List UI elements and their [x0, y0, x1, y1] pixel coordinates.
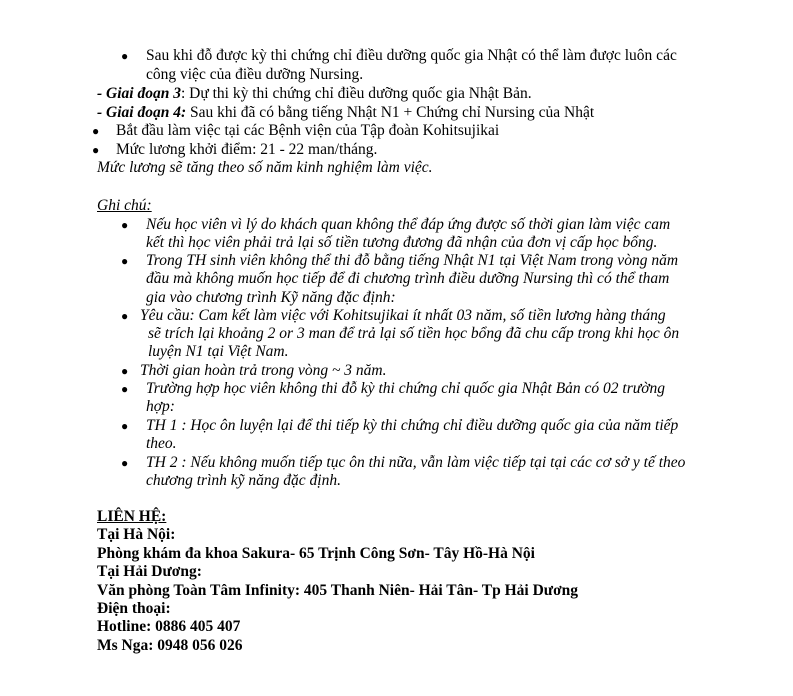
note-line: TH 1 : Học ôn luyện lại để thi tiếp kỳ thi chứng chỉ điều dưỡng quốc gia của năm tiếp [146, 417, 679, 434]
contact-heading: LIÊN HỆ: [97, 508, 167, 525]
note-line: Yêu cầu: Cam kết làm việc với Kohitsujikai ít nhất 03 năm, số tiền lương hàng tháng [140, 307, 666, 324]
bullet-icon: ● [121, 364, 129, 378]
stage4-label: - Giai đoạn 4: [97, 104, 187, 121]
hanoi-address: Phòng khám đa khoa Sakura- 65 Trịnh Công Sơn- Tây Hồ-Hà Nội [97, 545, 535, 562]
stage-bullet-line: công việc của điều dưỡng Nursing. [146, 66, 364, 83]
stage3-text: : Dự thi kỳ thi chứng chỉ điều dưỡng quốc gia Nhật Bản. [180, 85, 532, 102]
stage-bullet-line: Sau khi đỗ được kỳ thi chứng chỉ điều dưỡng quốc gia Nhật có thể làm được luôn các [146, 47, 677, 64]
bullet-icon: ● [121, 309, 129, 323]
haiduong-label: Tại Hải Dương: [97, 563, 202, 580]
note-line: Trường hợp học viên không thi đỗ kỳ thi chứng chỉ quốc gia Nhật Bản có 02 trường [146, 380, 665, 397]
note-line: TH 2 : Nếu không muốn tiếp tục ôn thi nữa, vẫn làm việc tiếp tại tại các cơ sở y tế theo [146, 454, 686, 471]
note-line: hợp: [146, 398, 175, 415]
salary-bullet: Mức lương khởi điểm: 21 - 22 man/tháng. [116, 141, 378, 158]
note-line: Nếu học viên vì lý do khách quan không thể đáp ứng được số thời gian làm việc cam [146, 216, 671, 233]
phone-label: Điện thoại: [97, 600, 171, 617]
bullet-icon: ● [121, 218, 129, 232]
bullet-icon: ● [92, 143, 100, 157]
note-line: Thời gian hoàn trả trong vòng ~ 3 năm. [140, 362, 387, 379]
work-bullet: Bắt đầu làm việc tại các Bệnh viện của Tập đoàn Kohitsujikai [116, 122, 500, 139]
note-line: Trong TH sinh viên không thể thi đỗ bằng tiếng Nhật N1 tại Việt Nam trong vòng năm [146, 252, 679, 269]
note-line: luyện N1 tại Việt Nam. [148, 343, 289, 360]
note-line: chương trình kỹ năng đặc định. [146, 472, 341, 489]
note-line: kết thì học viên phải trả lại số tiền tương đương đã nhận của đơn vị cấp học bổng. [146, 234, 658, 251]
hanoi-label: Tại Hà Nội: [97, 526, 176, 543]
bullet-icon: ● [121, 419, 129, 433]
stage3-line [97, 85, 532, 103]
note-line: đầu mà không muốn học tiếp để đi chương trình điều dưỡng Nursing thì có thể tham [146, 270, 670, 287]
note-line: theo. [146, 435, 177, 452]
haiduong-address: Văn phòng Toàn Tâm Infinity: 405 Thanh Niên- Hải Tân- Tp Hải Dương [97, 582, 579, 599]
ms-nga-phone: Ms Nga: 0948 056 026 [97, 637, 243, 654]
stage4-line [97, 104, 594, 122]
bullet-icon: ● [92, 124, 100, 138]
bullet-icon: ● [121, 254, 129, 268]
bullet-icon: ● [121, 456, 129, 470]
notes-heading: Ghi chú: [97, 197, 152, 214]
bullet-icon: ● [121, 49, 129, 63]
note-line: sẽ trích lại khoảng 2 or 3 man để trả lại số tiền học bổng đã chu cấp trong khi học ôn [148, 325, 680, 342]
salary-note: Mức lương sẽ tăng theo số năm kinh nghiệm làm việc. [97, 159, 433, 176]
stage4-text: Sau khi đã có bằng tiếng Nhật N1 + Chứng chỉ Nursing của Nhật [186, 104, 595, 121]
stage3-label: - Giai đoạn 3 [97, 85, 181, 102]
hotline: Hotline: 0886 405 407 [97, 618, 241, 635]
bullet-icon: ● [121, 382, 129, 396]
note-line: gia vào chương trình Kỹ năng đặc định: [146, 289, 396, 306]
